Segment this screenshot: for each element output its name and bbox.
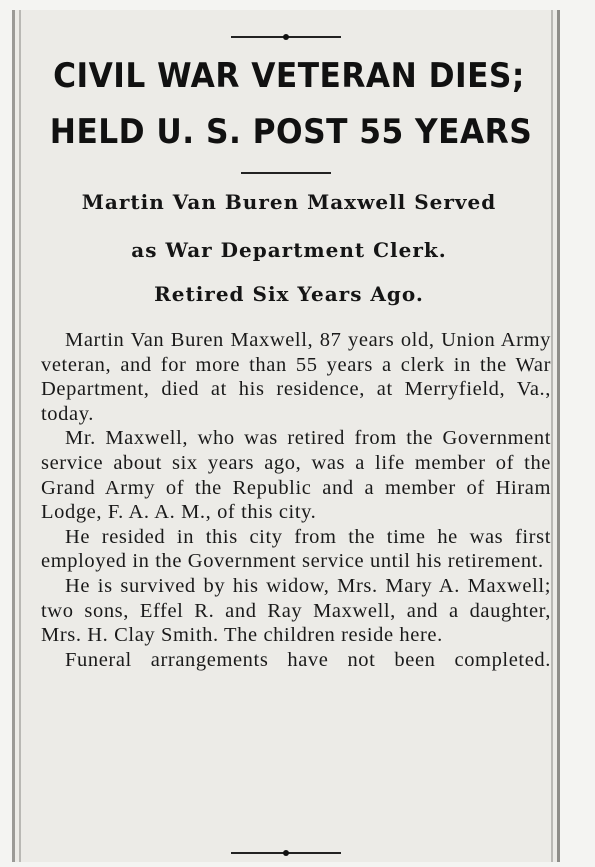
deck-line-3: Retired Six Years Ago. xyxy=(154,282,424,306)
paragraph-5: Funeral arrangements have not been completed. xyxy=(65,648,551,671)
headline-line-2: HELD U. S. POST 55 YEARS xyxy=(49,112,533,152)
deck-line-1: Martin Van Buren Maxwell Served xyxy=(81,190,497,214)
paragraph-4: He is survived by his widow, Mrs. Mary A. Maxwell; two sons, Effel R. and Ray Maxwell, and a daughter, Mrs. H. Clay Smith. The children reside here. xyxy=(41,574,551,647)
paragraph-1: Martin Van Buren Maxwell, 87 years old, Union Army veteran, and for more than 55 years a clerk in the War Department, died at his residence, at Merryfield, Va., today. xyxy=(41,329,551,425)
article-body xyxy=(41,328,551,672)
paragraph-2: Mr. Maxwell, who was retired from the Government service about six years ago, was a life member of the Grand Army of the Republic and a member of Hiram Lodge, F. A. A. M., of this city. xyxy=(41,427,551,524)
headline-line-1: CIVIL WAR VETERAN DIES; xyxy=(53,56,525,96)
paragraph-3: He resided in this city from the time he was first employed in the Government service until his retirement. xyxy=(41,525,551,573)
bottom-rule-ornament xyxy=(283,850,289,856)
top-rule-ornament xyxy=(283,34,289,40)
deck-line-2: as War Department Clerk. xyxy=(131,238,447,262)
newspaper-clipping xyxy=(12,10,560,862)
headline-divider xyxy=(241,172,331,174)
